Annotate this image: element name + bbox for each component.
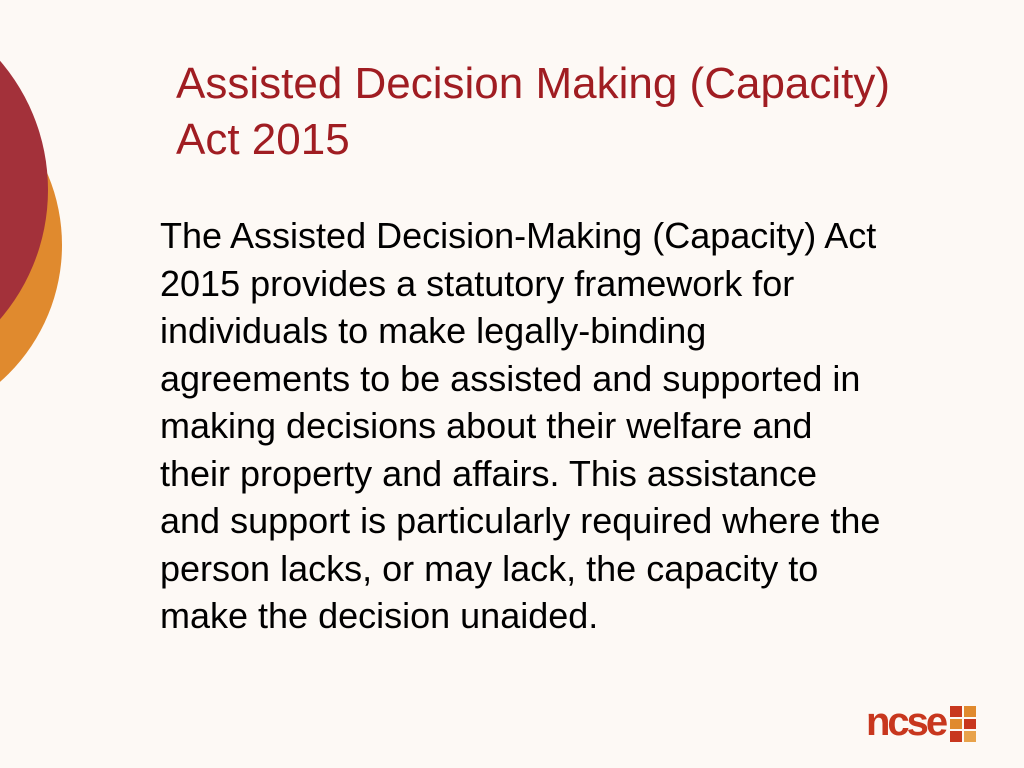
decorative-circles — [0, 0, 80, 420]
slide-body-text: The Assisted Decision-Making (Capacity) Act 2015 provides a statutory framework for individuals to make legally-binding agreements to be assisted and supported in making decisions about their welfare and their property and affairs. This assistance and support is particularly required where the person lacks, or may lack, the capacity to make the decision unaided. — [160, 215, 881, 636]
logo-text: ncse — [866, 700, 946, 744]
ncse-grid-mark-icon — [950, 706, 976, 742]
ncse-logo — [866, 700, 976, 744]
slide-title: Assisted Decision Making (Capacity) Act 2015 — [176, 59, 891, 164]
